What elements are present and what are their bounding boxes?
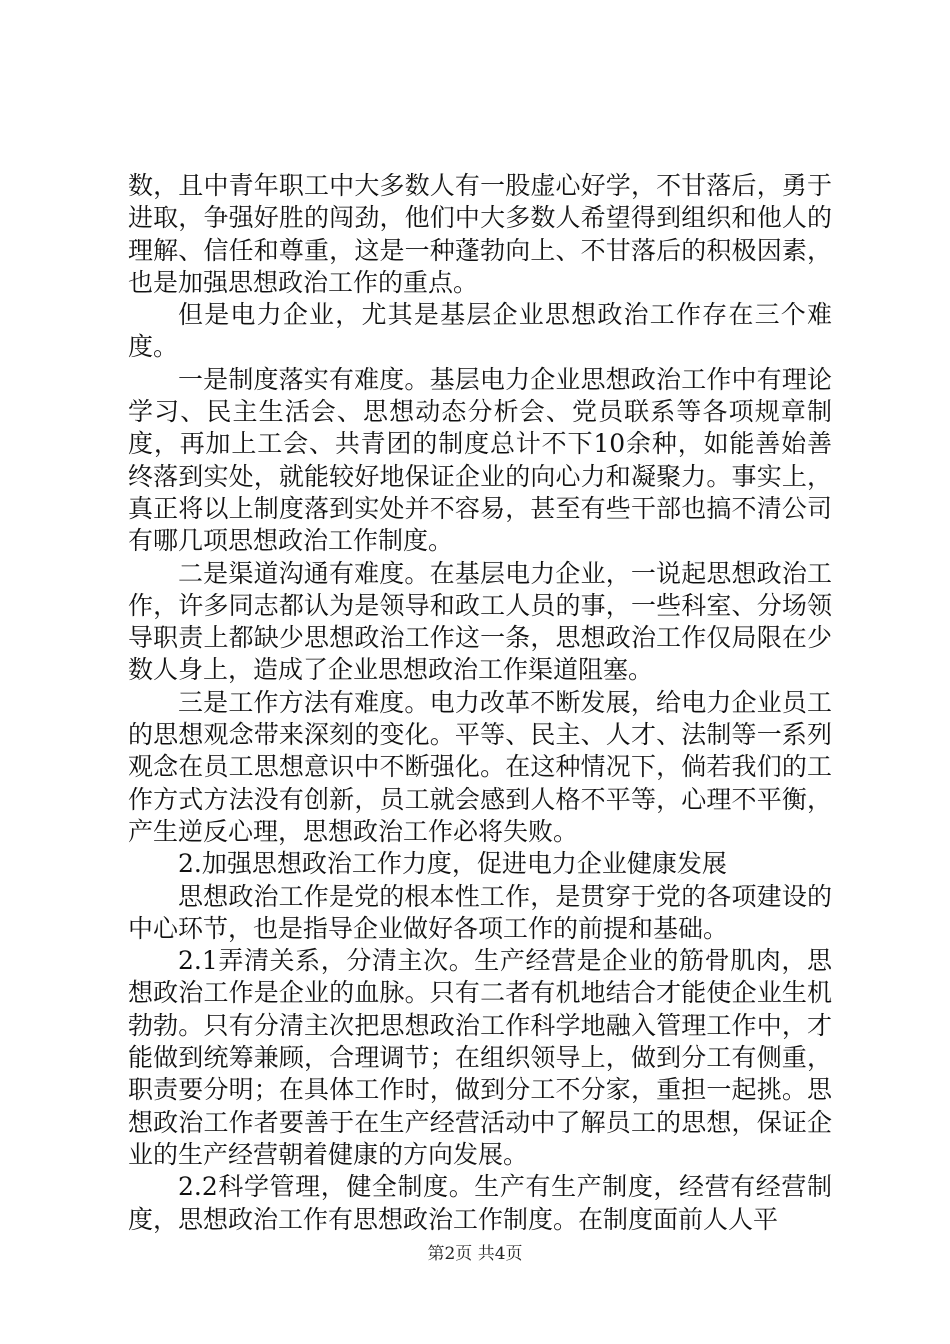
paragraph-3: 一是制度落实有难度。基层电力企业思想政治工作中有理论学习、民主生活会、思想动态分析会、党员联系等各项规章制度，再加上工会、共青团的制度总计不下10余种，如能善始善终落到实处，就能较好地保证企业的向心力和凝聚力。事实上，真正将以上制度落到实处并不容易，甚至有些干部也搞不清公司有哪几项思想政治工作制度。 [128, 364, 832, 556]
body-text [128, 170, 832, 1236]
paragraph-9: 2.2科学管理，健全制度。生产有生产制度，经营有经营制度，思想政治工作有思想政治工作制度。在制度面前人人平 [128, 1172, 832, 1234]
paragraph-4: 二是渠道沟通有难度。在基层电力企业，一说起思想政治工作，许多同志都认为是领导和政工人员的事，一些科室、分场领导职责上都缺少思想政治工作这一条，思想政治工作仅局限在少数人身上，造成了企业思想政治工作渠道阻塞。 [128, 558, 832, 685]
paragraph-7: 思想政治工作是党的根本性工作，是贯穿于党的各项建设的中心环节，也是指导企业做好各项工作的前提和基础。 [128, 881, 832, 943]
paragraph-2: 但是电力企业，尤其是基层企业思想政治工作存在三个难度。 [128, 300, 832, 362]
section-heading: 2.加强思想政治工作力度，促进电力企业健康发展 [178, 849, 727, 879]
paragraph-5: 三是工作方法有难度。电力改革不断发展，给电力企业员工的思想观念带来深刻的变化。平等、民主、人才、法制等一系列观念在员工思想意识中不断强化。在这种情况下，倘若我们的工作方式方法没有创新，员工就会感到人格不平等，心理不平衡，产生逆反心理，思想政治工作必将失败。 [128, 687, 832, 846]
paragraph-1: 数，且中青年职工中大多数人有一股虚心好学，不甘落后，勇于进取，争强好胜的闯劲，他们中大多数人希望得到组织和他人的理解、信任和尊重，这是一种蓬勃向上、不甘落后的积极因素，也是加强思想政治工作的重点。 [128, 171, 832, 297]
page-footer: 第2页 共4页 [427, 1244, 523, 1264]
paragraph-8: 2.1弄清关系，分清主次。生产经营是企业的筋骨肌肉，思想政治工作是企业的血脉。只有二者有机地结合才能使企业生机勃勃。只有分清主次把思想政治工作科学地融入管理工作中，才能做到统筹兼顾，合理调节；在组织领导上，做到分工有侧重，职责要分明；在具体工作时，做到分工不分家，重担一起挑。思想政治工作者要善于在生产经营活动中了解员工的思想，保证企业的生产经营朝着健康的方向发展。 [128, 946, 832, 1169]
